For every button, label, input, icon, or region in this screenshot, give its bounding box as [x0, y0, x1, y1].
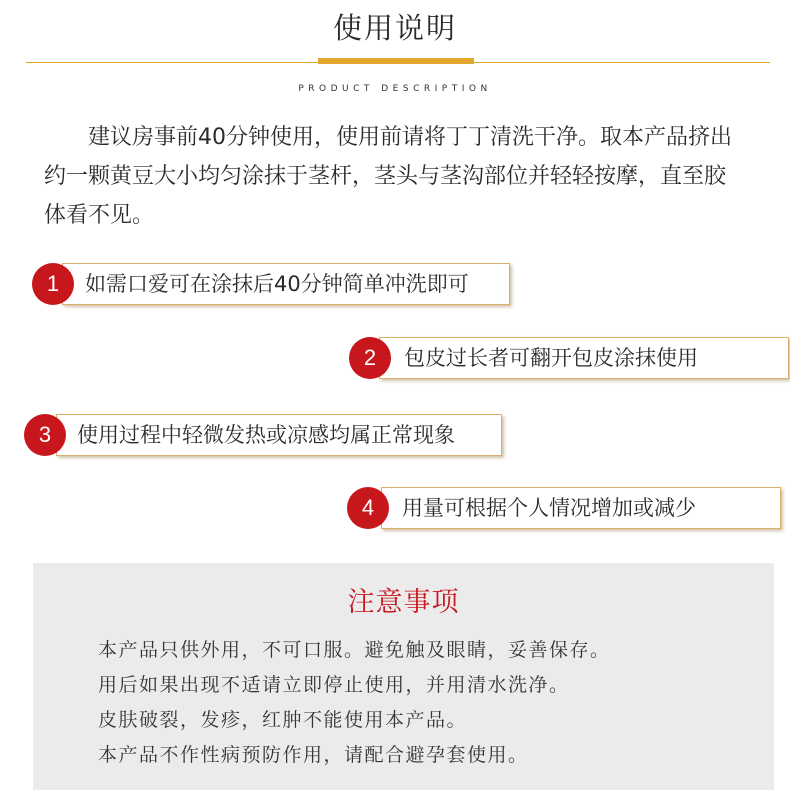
- notice-item: 皮肤破裂，发疹，红肿不能使用本产品。: [98, 709, 468, 731]
- tip-text: 使用过程中轻微发热或凉感均属正常现象: [56, 414, 502, 456]
- notice-item: 用后如果出现不适请立即停止使用，并用清水洗净。: [98, 674, 570, 696]
- notice-item: 本产品不作性病预防作用，请配合避孕套使用。: [98, 744, 529, 766]
- tip-4: [347, 487, 781, 529]
- tip-2: [349, 337, 789, 379]
- tip-3: [24, 414, 502, 456]
- tip-text: 包皮过长者可翻开包皮涂抹使用: [379, 337, 789, 379]
- page-title: 使用说明: [332, 11, 457, 45]
- tip-number-badge: 2: [349, 337, 391, 379]
- tip-text: 如需口爱可在涂抹后40分钟简单冲洗即可: [62, 263, 510, 305]
- notice-item: 本产品只供外用，不可口服。避免触及眼睛，妥善保存。: [98, 639, 611, 661]
- notice-list: [98, 633, 758, 773]
- page-subtitle: PRODUCT DESCRIPTION: [298, 84, 492, 94]
- title-underline: [318, 58, 474, 64]
- tip-number-badge: 4: [347, 487, 389, 529]
- instructions-paragraph: 建议房事前40分钟使用，使用前请将丁丁清洗干净。取本产品挤出约一颗黄豆大小均匀涂抹于茎杆，茎头与茎沟部位并轻轻按摩，直至胶体看不见。: [44, 125, 732, 228]
- instructions-section: [44, 118, 744, 235]
- tip-text: 用量可根据个人情况增加或减少: [381, 487, 781, 529]
- tip-number-badge: 3: [24, 414, 66, 456]
- notice-title: 注意事项: [347, 587, 460, 618]
- tip-number-badge: 1: [32, 263, 74, 305]
- notice-panel: [33, 563, 774, 790]
- tip-1: [32, 263, 510, 305]
